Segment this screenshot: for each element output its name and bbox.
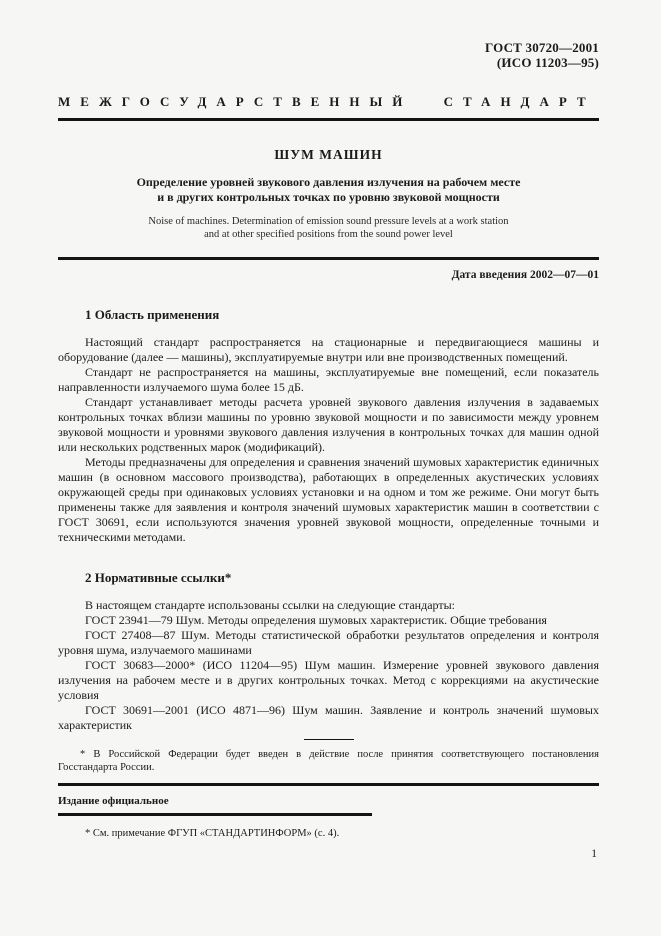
reference-item: ГОСТ 27408—87 Шум. Методы статистической обработки результатов определения и контроля уровня шума, излучаемого машинами: [58, 628, 599, 657]
interstate-standard-banner: МЕЖГОСУДАРСТВЕННЫЙ СТАНДАРТ: [58, 94, 599, 121]
section-1-heading: 1 Область применения: [85, 307, 220, 322]
effective-date: Дата введения 2002—07—01: [451, 269, 599, 281]
reference-item: ГОСТ 23941—79 Шум. Методы определения шумовых характеристик. Общие требования: [85, 613, 547, 627]
doc-code-iso: (ИСО 11203—95): [496, 55, 599, 70]
page-number: 1: [591, 848, 597, 860]
subtitle-en-line-1: Noise of machines. Determination of emission sound pressure levels at a work station: [148, 216, 509, 227]
doc-code-block: [58, 40, 599, 70]
section-1-paragraph: Настоящий стандарт распространяется на стационарные и передвигающиеся машины и оборудование (далее — машины), эксплуатируемые внутри или вне производственных помещений.: [58, 335, 599, 364]
edition-rule-bottom: [58, 813, 372, 816]
section-2-intro: В настоящем стандарте использованы ссылки на следующие стандарты:: [85, 598, 456, 612]
document-subtitle-english: [58, 215, 599, 241]
subtitle-line-1: Определение уровней звукового давления излучения на рабочем месте: [136, 175, 521, 189]
edition-rule-top: [58, 783, 599, 786]
document-subtitle: [58, 175, 599, 205]
section-2-heading: 2 Нормативные ссылки*: [85, 570, 232, 585]
subtitle-line-2: и в других контрольных точках по уровню звуковой мощности: [157, 190, 500, 204]
reference-item: ГОСТ 30683—2000* (ИСО 11204—95) Шум машин. Измерение уровней звукового давления излучения на рабочем месте и в других контрольных точках. Метод с коррекциями на акустические условия: [58, 658, 599, 702]
section-1-paragraph: Методы предназначены для определения и сравнения значений шумовых характеристик единичных машин (в основном массового производства), работающих в определенных акустических условиях окружающей среды при одинаковых условиях установки и на одном и том же режиме. Они могут быть применены также для заявления и контроля значений шумовых характеристик машин в соответствии с ГОСТ 30691, если используются значения уровней звуковой мощности, определенные точными и техническими методами.: [58, 455, 599, 544]
subtitle-en-line-2: and at other specified positions from the sound power level: [204, 229, 453, 240]
official-edition-label: Издание официальное: [58, 795, 169, 807]
doc-code-gost: ГОСТ 30720—2001: [484, 40, 599, 55]
document-title: ШУМ МАШИН: [274, 147, 383, 162]
footnote-separator-rule: [304, 739, 354, 740]
title-divider-rule: [58, 257, 599, 260]
footnote-standartinform: * См. примечание ФГУП «СТАНДАРТИНФОРМ» (с. 4).: [85, 828, 340, 839]
reference-item: ГОСТ 30691—2001 (ИСО 4871—96) Шум машин. Заявление и контроль значений шумовых характеристик: [58, 703, 599, 732]
footnote-ru-federation: * В Российской Федерации будет введен в действие после принятия соответствующего постановления Госстандарта России.: [58, 749, 599, 773]
section-1-paragraph: Стандарт устанавливает методы расчета уровней звукового давления излучения в задаваемых контрольных точках вблизи машины по уровню звуковой мощности и по зависимости между уровнем звуковой мощности и уровнями звукового давления излучения в контрольных точках для машин одной или нескольких родственных марок (модификаций).: [58, 395, 599, 454]
section-1-paragraph: Стандарт не распространяется на машины, эксплуатируемые вне помещений, если показатель направленности излучаемого шума более 15 дБ.: [58, 365, 599, 394]
